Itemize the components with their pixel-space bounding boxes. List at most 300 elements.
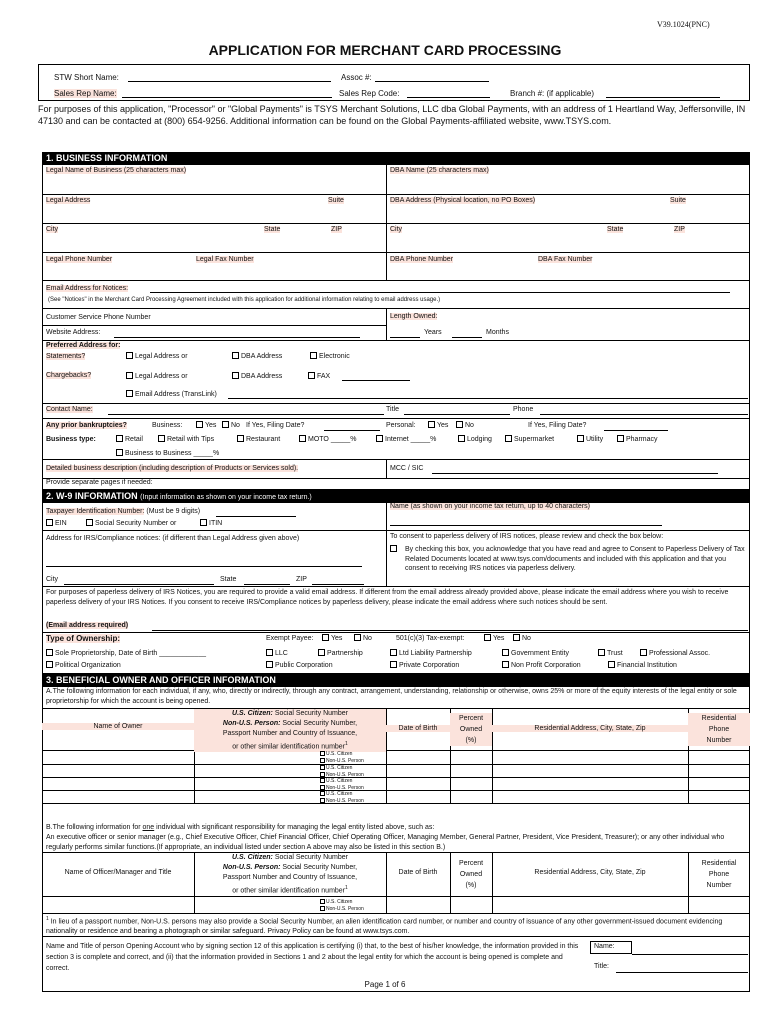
statements-legal-checkbox[interactable] — [126, 352, 188, 360]
option-label: No — [231, 422, 240, 429]
option-label: Partnership — [327, 650, 363, 657]
ltd-partnership-checkbox[interactable] — [390, 649, 472, 657]
owner-2-citizenship[interactable] — [320, 765, 364, 778]
email-notices-label: Email Address for Notices: — [46, 285, 129, 292]
chargebacks-label: Chargebacks? — [46, 372, 92, 379]
checkbox-icon — [308, 372, 315, 379]
length-owned-divider — [386, 308, 387, 340]
checkbox-icon — [46, 661, 53, 668]
sales-rep-code-label: Sales Rep Code: — [339, 89, 400, 98]
consent-checkbox[interactable] — [390, 545, 399, 553]
b-text-one: one — [142, 824, 155, 831]
length-owned-label: Length Owned: — [390, 313, 438, 320]
irs-address-field[interactable] — [46, 566, 362, 567]
version-code: V39.1024(PNC) — [657, 20, 710, 29]
sales-rep-name-label: Sales Rep Name: — [54, 89, 117, 98]
officer-address-header: Residential Address, City, State, Zip — [534, 869, 646, 876]
checkbox-icon — [376, 435, 383, 442]
mcc-field[interactable] — [432, 473, 718, 474]
nonprofit-checkbox[interactable] — [502, 661, 581, 669]
preferred-address-label: Preferred Address for: — [46, 342, 121, 349]
checkbox-icon — [502, 649, 509, 656]
checkbox-icon — [513, 634, 520, 641]
checkbox-icon — [237, 435, 244, 442]
option-label: Non-U.S. Person — [326, 797, 364, 804]
pharmacy-checkbox[interactable] — [617, 435, 658, 443]
option-label: Internet _____% — [385, 436, 437, 443]
business-filing-label: If Yes, Filing Date? — [246, 422, 305, 429]
option-label: U.S. Citizen — [326, 899, 353, 905]
option-label: Electronic — [319, 353, 350, 360]
checkbox-icon — [320, 772, 325, 777]
consent-text: By checking this box, you acknowledge that you have read and agree to Consent to Paperless Delivery of Tax Related Documents located at www.tsys.com/documents and included with this application and that you consent to receiving IRS notices via paperless delivery. — [405, 546, 745, 572]
res-phone-label: Number — [706, 882, 732, 889]
ownership-type-label: Type of Ownership: — [46, 634, 121, 643]
officer-citizenship[interactable] — [320, 899, 364, 912]
years-field[interactable] — [390, 337, 420, 338]
dba-address-label: DBA Address (Physical location, no PO Boxes) — [390, 197, 536, 204]
row-divider — [42, 896, 750, 897]
option-label: No — [522, 635, 531, 642]
checkbox-icon — [617, 435, 624, 442]
res-phone-label: Residential — [701, 715, 737, 722]
checkbox-icon — [598, 649, 605, 656]
owner-phone-header — [688, 713, 750, 746]
checkbox-icon — [608, 661, 615, 668]
officer-table — [42, 852, 750, 914]
dba-suite-label: Suite — [670, 197, 686, 204]
option-label: U.S. Citizen — [326, 765, 353, 771]
checkbox-icon — [428, 421, 435, 428]
officer-percent-header — [450, 858, 492, 891]
financial-inst-checkbox[interactable] — [608, 661, 677, 669]
legal-city-label: City — [46, 226, 59, 233]
irs-city-label: City — [46, 576, 59, 583]
row-divider — [42, 418, 750, 419]
option-label: Retail — [125, 436, 143, 443]
stw-short-name-label: STW Short Name: — [54, 73, 119, 82]
checkbox-icon — [505, 435, 512, 442]
restaurant-checkbox[interactable] — [237, 435, 280, 443]
res-phone-label: Phone — [708, 871, 730, 878]
col-divider — [386, 852, 387, 914]
dba-name-label: DBA Name (25 characters max) — [390, 167, 489, 174]
non-us-label: Non-U.S. Person: — [222, 864, 281, 871]
assoc-field[interactable] — [375, 81, 489, 82]
tax-name-field[interactable] — [390, 525, 662, 526]
checkbox-icon — [456, 421, 463, 428]
irs-address-label: Address for IRS/Compliance notices: (if different than Legal Address given above) — [46, 535, 300, 542]
option-label: Social Security Number or — [95, 520, 177, 527]
section-1-divider — [386, 164, 387, 280]
supermarket-checkbox[interactable] — [505, 435, 554, 443]
chargebacks-fax-checkbox[interactable] — [308, 372, 330, 380]
owner-3-citizenship[interactable] — [320, 778, 364, 791]
mcc-label: MCC / SIC — [390, 465, 424, 472]
percent-label: Percent — [458, 860, 484, 867]
sales-rep-code-field[interactable] — [407, 97, 490, 98]
option-label: Yes — [205, 422, 217, 429]
other-id-label: or other similar identification number — [232, 887, 346, 895]
itin-checkbox[interactable] — [200, 519, 222, 527]
personal-no-checkbox[interactable] — [456, 421, 474, 429]
checkbox-icon — [354, 634, 361, 641]
exempt-yes-checkbox[interactable] — [322, 634, 342, 642]
checkbox-icon — [320, 751, 325, 756]
dba-state-label: State — [607, 226, 624, 233]
option-label: U.S. Citizen — [326, 791, 353, 797]
contact-name-label: Contact Name: — [46, 406, 93, 413]
contact-title-label: Title — [386, 406, 399, 413]
owner-address-header: Residential Address, City, State, Zip — [492, 725, 688, 732]
irs-zip-label: ZIP — [296, 576, 307, 583]
trust-checkbox[interactable] — [598, 649, 623, 657]
dba-fax-label: DBA Fax Number — [538, 256, 593, 263]
option-label: LLC — [275, 650, 288, 657]
row-divider — [42, 223, 750, 224]
separate-pages-label: Provide separate pages if needed: — [46, 479, 153, 486]
dba-zip-label: ZIP — [674, 226, 685, 233]
llc-checkbox[interactable] — [266, 649, 288, 657]
passport-label: Passport Number and Country of Issuance, — [194, 729, 386, 739]
contact-phone-field[interactable] — [540, 414, 748, 415]
moto-checkbox[interactable] — [299, 435, 357, 443]
years-label: Years — [424, 329, 442, 336]
owner-percent-header — [450, 713, 492, 746]
personal-filing-field[interactable] — [604, 430, 668, 431]
footnote-text: In lieu of a passport number, Non-U.S. persons may also provide a Social Security Number, an alien identification card number, or number and country of issuance of any other government-issued document evidencing nationality or residence and bearing a photograph or similar safeguard. Privacy Policy can be found at www.tsys.com. — [46, 918, 723, 936]
checkbox-icon — [640, 649, 647, 656]
owned-label: Owned — [459, 726, 483, 733]
checkbox-icon — [318, 649, 325, 656]
tax-name-text: Name (as shown on your income tax return, up to 40 characters) — [390, 503, 590, 510]
option-label: Public Corporation — [275, 662, 333, 669]
partnership-checkbox[interactable] — [318, 649, 363, 657]
legal-state-label: State — [264, 226, 281, 233]
owned-label: Owned — [459, 871, 483, 878]
option-label: Supermarket — [514, 436, 555, 443]
section-2-header — [42, 490, 750, 502]
option-label: DBA Address — [241, 353, 283, 360]
email-notice-note: (See "Notices" in the Merchant Card Processing Agreement included with this application for additional information relating to email address usage.) — [48, 297, 441, 303]
irs-state-label: State — [220, 576, 237, 583]
owner-name-header: Name of Owner — [42, 723, 194, 730]
contact-title-field[interactable] — [404, 414, 510, 415]
exempt-no-checkbox[interactable] — [354, 634, 372, 642]
statements-electronic-checkbox[interactable] — [310, 352, 350, 360]
option-label: U.S. Citizen — [326, 778, 353, 784]
chargebacks-email-checkbox[interactable] — [126, 390, 217, 398]
option-label: Legal Address or — [135, 373, 188, 380]
checkbox-icon — [86, 519, 93, 526]
page-number: Page 1 of 6 — [364, 980, 406, 989]
officer-name-header: Name of Officer/Manager and Title — [64, 869, 172, 876]
option-label: No — [465, 422, 474, 429]
months-field[interactable] — [452, 337, 482, 338]
option-label: Government Entity — [511, 650, 569, 657]
col-divider — [492, 852, 493, 914]
tin-field[interactable] — [216, 516, 296, 517]
checkbox-icon — [390, 545, 397, 552]
section-2-divider — [386, 502, 387, 586]
row-divider — [42, 632, 750, 633]
checkbox-icon — [320, 899, 325, 904]
business-no-checkbox[interactable] — [222, 421, 240, 429]
res-phone-label: Number — [706, 737, 732, 744]
checkbox-icon — [116, 435, 123, 442]
checkbox-icon — [458, 435, 465, 442]
legal-name-label: Legal Name of Business (25 characters max) — [46, 167, 187, 174]
passport-label: Passport Number and Country of Issuance, — [222, 874, 358, 881]
checkbox-icon — [577, 435, 584, 442]
option-label: Trust — [607, 650, 623, 657]
owner-id-header: U.S. Citizen: Social Security Number Non-U.S. Person: Social Security Number, Passport Number and Country of Issuance, or other similar identification number$^1$ — [194, 709, 386, 752]
prof-assoc-checkbox[interactable] — [640, 649, 710, 657]
option-label: MOTO _____% — [308, 436, 357, 443]
row-divider — [42, 308, 750, 309]
option-label: Ltd Liability Partnership — [399, 650, 472, 657]
paperless-note: For purposes of paperless delivery of IRS Notices, you are required to provide a valid email address. If different from the email address already provided above, please indicate the email address where you wish to receive paperless delivery of your IRS Notices. If you consent to receive IRS/Compliance notices by paperless delivery, please indicate the email address where such notices should be sent. — [46, 589, 729, 606]
checkbox-icon — [320, 758, 325, 763]
checkbox-icon — [320, 798, 325, 803]
row-divider — [42, 194, 750, 195]
option-label: Financial Institution — [617, 662, 677, 669]
dba-phone-label: DBA Phone Number — [390, 256, 454, 263]
bankruptcy-business-label: Business: — [152, 422, 183, 429]
checkbox-icon — [266, 661, 273, 668]
months-label: Months — [486, 329, 509, 336]
branch-label: Branch #: (if applicable) — [510, 89, 595, 98]
checkbox-icon — [200, 519, 207, 526]
business-yes-checkbox[interactable] — [196, 421, 216, 429]
personal-filing-label: If Yes, Filing Date? — [528, 422, 587, 429]
checkbox-icon — [390, 661, 397, 668]
b2b-checkbox[interactable] — [116, 449, 219, 457]
irs-zip-field[interactable] — [312, 584, 364, 585]
section-b-text — [46, 823, 746, 853]
contact-phone-label: Phone — [513, 406, 534, 413]
chargebacks-legal-checkbox[interactable] — [126, 372, 188, 380]
option-label: FAX — [317, 373, 331, 380]
row-divider — [42, 459, 750, 460]
row-divider — [42, 777, 750, 778]
option-label: Non-U.S. Person — [326, 905, 364, 912]
option-label: No — [363, 635, 372, 642]
checkbox-icon — [320, 778, 325, 783]
checkbox-icon — [390, 649, 397, 656]
dba-city-label: City — [390, 226, 403, 233]
consent-title: To consent to paperless delivery of IRS notices, please review and check the box below: — [390, 533, 664, 540]
branch-field[interactable] — [606, 97, 720, 98]
us-citizen-label: U.S. Citizen: — [232, 710, 273, 717]
option-label: Yes — [437, 422, 449, 429]
officer-dob-header: Date of Birth — [398, 869, 438, 876]
option-label: Yes — [331, 635, 343, 642]
non-us-label: Non-U.S. Person: — [222, 720, 281, 727]
legal-zip-label: ZIP — [331, 226, 342, 233]
owner-dob-header: Date of Birth — [386, 725, 450, 732]
translink-email-field[interactable] — [228, 398, 748, 399]
row-divider — [42, 280, 750, 281]
contact-name-field[interactable] — [108, 414, 384, 415]
row-divider — [42, 790, 750, 791]
row-divider — [42, 586, 750, 587]
chargebacks-dba-checkbox[interactable] — [232, 372, 282, 380]
option-label: Sole Proprietorship, Date of Birth ____________ — [55, 650, 206, 657]
option-label: EIN — [55, 520, 67, 527]
checkbox-icon — [320, 791, 325, 796]
option-label: Non-U.S. Person — [326, 784, 364, 791]
res-phone-label: Phone — [708, 726, 730, 733]
website-label: Website Address: — [46, 329, 101, 336]
ssn-checkbox[interactable] — [86, 519, 176, 527]
utility-checkbox[interactable] — [577, 435, 603, 443]
certify-title-field[interactable] — [616, 972, 748, 973]
stw-short-name-field[interactable] — [128, 81, 331, 82]
public-corp-checkbox[interactable] — [266, 661, 333, 669]
checkbox-icon — [126, 390, 133, 397]
page-title: APPLICATION FOR MERCHANT CARD PROCESSING — [208, 42, 562, 58]
row-divider — [42, 764, 750, 765]
retail-tips-checkbox[interactable] — [158, 435, 214, 443]
bankruptcy-personal-label: Personal: — [386, 422, 416, 429]
website-field[interactable] — [114, 337, 360, 338]
res-phone-label: Residential — [701, 860, 737, 867]
checkbox-icon — [320, 906, 325, 911]
cs-phone-label: Customer Service Phone Number — [46, 314, 151, 321]
checkbox-icon — [116, 449, 123, 456]
irs-email-field[interactable] — [152, 630, 748, 631]
sales-rep-name-field[interactable] — [122, 97, 332, 98]
tax-name-label — [390, 503, 590, 510]
option-label: Email Address (TransLink) — [135, 391, 217, 398]
certify-title-label: Title: — [594, 963, 609, 970]
b-text-part: An executive officer or senior manager (e.g., Chief Executive Officer, Chief Financial Officer, Chief Operating Officer, Managing Member, General Partner, President, Vice President, Treasurer); or any other individual who regularly performs similar functions.(If appropriate, an individual listed under section A above may also be listed in this section B.) — [46, 834, 725, 851]
statements-dba-checkbox[interactable] — [232, 352, 282, 360]
option-label: Retail with Tips — [167, 436, 215, 443]
tin-label — [46, 508, 200, 515]
other-id-label: or other similar identification number — [232, 743, 346, 751]
legal-fax-label: Legal Fax Number — [196, 256, 254, 263]
officer-phone-header — [688, 858, 750, 891]
option-label: Utility — [586, 436, 604, 443]
checkbox-icon — [320, 785, 325, 790]
b-text-part: B.The following information for — [46, 824, 141, 831]
option-label: U.S. Citizen — [326, 751, 353, 757]
checkbox-icon — [320, 765, 325, 770]
statements-label: Statements? — [46, 353, 86, 360]
sole-prop-checkbox[interactable] — [46, 649, 206, 657]
business-filing-field[interactable] — [324, 430, 380, 431]
checkbox-icon — [158, 435, 165, 442]
lodging-checkbox[interactable] — [458, 435, 492, 443]
row-divider — [42, 936, 750, 937]
checkbox-icon — [126, 352, 133, 359]
row-divider — [42, 530, 750, 531]
assoc-label: Assoc #: — [341, 73, 372, 82]
footnote: $^1$ In lieu of a passport number, Non-U.S. persons may also provide a Social Security Number, an alien identification card number, or number and country of issuance of any other government-issued document evidencing nationality or residence and bearing a photograph or similar safeguard. Privacy Policy can be found at www.tsys.com. — [46, 916, 723, 936]
option-label: Non-U.S. Person — [326, 771, 364, 778]
row-divider — [42, 252, 750, 253]
internet-checkbox[interactable] — [376, 435, 436, 443]
private-corp-checkbox[interactable] — [390, 661, 459, 669]
ssn-label: Social Security Number, — [282, 720, 358, 727]
mcc-divider — [386, 459, 387, 478]
percent-label: Percent — [458, 715, 484, 722]
pct-label: (%) — [465, 737, 477, 744]
option-label: Non-U.S. Person — [326, 757, 364, 764]
checkbox-icon — [322, 634, 329, 641]
ssn-label: Social Security Number — [274, 854, 348, 861]
section-2-title: 2. W-9 INFORMATION — [46, 491, 138, 501]
political-org-checkbox[interactable] — [46, 661, 121, 669]
legal-phone-label: Legal Phone Number — [46, 256, 113, 263]
personal-yes-checkbox[interactable] — [428, 421, 448, 429]
checkbox-icon — [196, 421, 203, 428]
ein-checkbox[interactable] — [46, 519, 67, 527]
email-required-label: (Email address required) — [46, 622, 129, 629]
legal-suite-label: Suite — [328, 197, 344, 204]
certify-name-label: Name: — [594, 943, 615, 950]
irs-city-field[interactable] — [64, 584, 214, 585]
option-label: DBA Address — [241, 373, 283, 380]
pct-label: (%) — [465, 882, 477, 889]
bankruptcy-label: Any prior bankruptcies? — [46, 422, 127, 429]
exempt-payee-label: Exempt Payee: — [266, 635, 314, 642]
checkbox-icon — [484, 634, 491, 641]
government-checkbox[interactable] — [502, 649, 569, 657]
retail-checkbox[interactable] — [116, 435, 143, 443]
option-label: Pharmacy — [626, 436, 658, 443]
row-divider — [42, 340, 750, 341]
c3-yes-checkbox[interactable] — [484, 634, 504, 642]
c3-no-checkbox[interactable] — [513, 634, 531, 642]
checkbox-icon — [126, 372, 133, 379]
section-3-header: 3. BENEFICIAL OWNER AND OFFICER INFORMATION — [42, 674, 750, 686]
tin-note: (Must be 9 digits) — [146, 508, 201, 515]
checkbox-icon — [232, 352, 239, 359]
checkbox-icon — [232, 372, 239, 379]
checkbox-icon — [266, 649, 273, 656]
owner-4-citizenship[interactable] — [320, 791, 364, 804]
row-divider — [42, 325, 386, 326]
certify-name-field[interactable] — [632, 954, 748, 955]
certification-text: Name and Title of person Opening Account who by signing section 12 of this application is certifying (i) that, to the best of his/her knowledge, the information provided in this section 3 is complete and correct, and (ii) that the information provided in Sections 1 and 2 about the legal entity for which the account is being opened is complete and correct. — [46, 943, 579, 972]
intro-paragraph: For purposes of this application, "Processor" or "Global Payments" is TSYS Merchant Solutions, LLC dba Global Payments, with an address of 1 Heartland Way, Jeffersonville, IN 47130 and can be contacted at (800) 654-9256. Additional information can be found on the Global Payments-affiliated website, www.TSYS.com. — [38, 104, 746, 126]
fax-number-field[interactable] — [342, 380, 410, 381]
business-description-label: Detailed business description (including description of Products or Services sold). — [46, 465, 299, 472]
option-label: ITIN — [209, 520, 223, 527]
checkbox-icon — [502, 661, 509, 668]
checkbox-icon — [222, 421, 229, 428]
section-a-text: A.The following information for each individual, if any, who, directly or indirectly, through any contract, arrangement, understanding, relationship or otherwise, owns 25% or more of the equity interests of the legal entity or sole proprietorship for which the account is being opened. — [46, 688, 737, 705]
option-label: Professional Assoc. — [649, 650, 711, 657]
option-label: Political Organization — [55, 662, 121, 669]
row-divider — [42, 403, 750, 404]
tax-exempt-label: 501(c)(3) Tax-exempt: — [396, 635, 465, 642]
section-2-note: (Input information as shown on your income tax return.) — [140, 494, 312, 501]
option-label: Non Profit Corporation — [511, 662, 581, 669]
irs-state-field[interactable] — [244, 584, 290, 585]
email-notices-field[interactable] — [150, 292, 730, 293]
checkbox-icon — [46, 519, 53, 526]
ssn-label: Social Security Number, — [282, 864, 358, 871]
tin-text: Taxpayer Identification Number: — [46, 508, 145, 515]
ssn-label: Social Security Number — [274, 710, 348, 717]
owner-1-citizenship[interactable] — [320, 751, 364, 764]
checkbox-icon — [299, 435, 306, 442]
b-text-part: individual with significant responsibility for managing the legal entity listed above, such as: — [156, 824, 435, 831]
